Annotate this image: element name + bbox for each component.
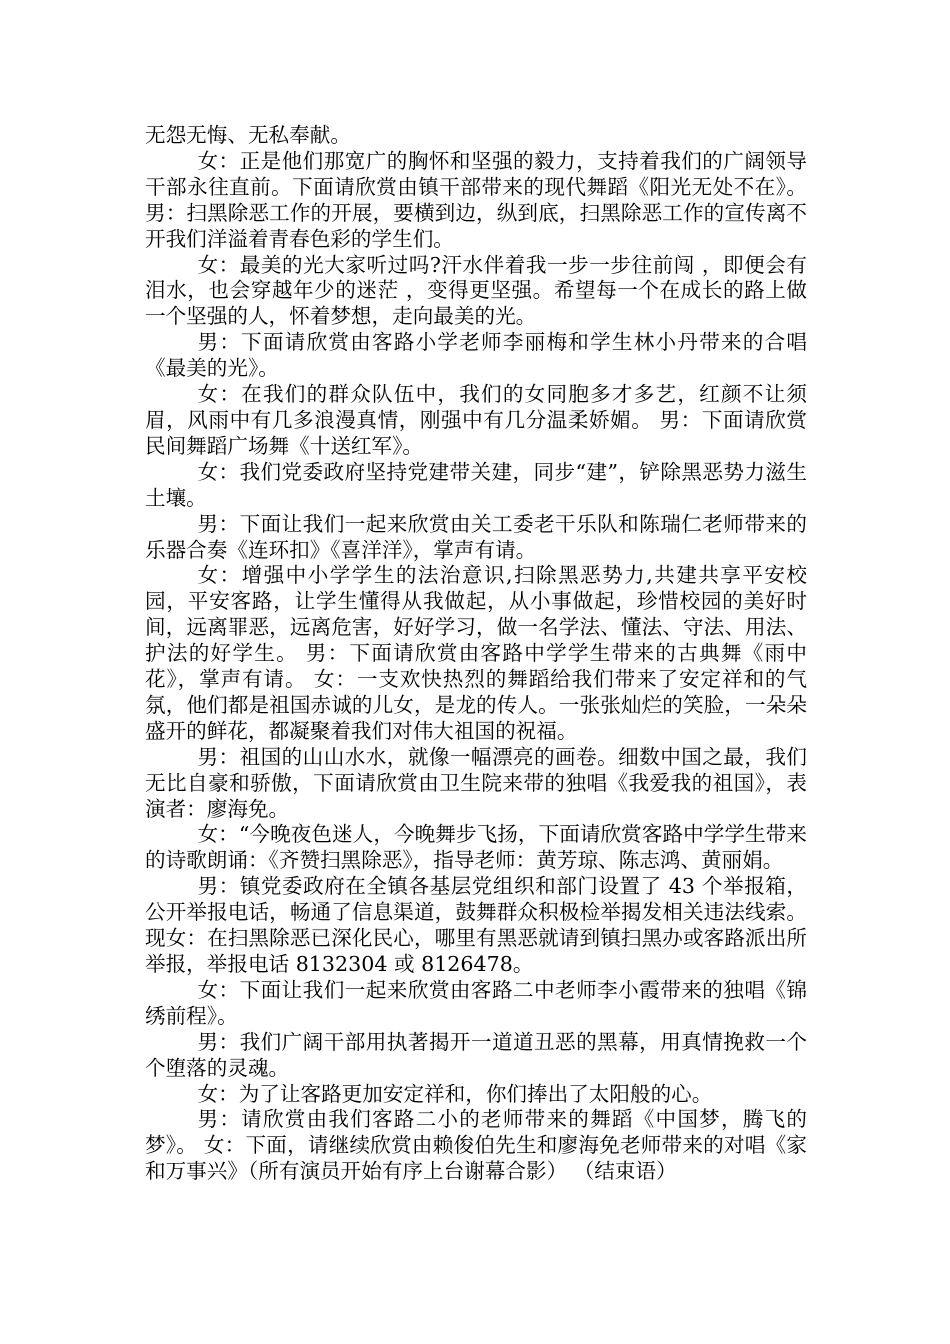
paragraph: 女：正是他们那宽广的胸怀和坚强的毅力，支持着我们的广阔领导干部永往直前。下面请欣赏由镇干部带来的现代舞蹈《阳光无处不在》。 男：扫黑除恶工作的开展，要横到边，纵到底，扫黑除恶工作的宣传离不开我们洋溢着青春色彩的学生们。 (145, 148, 807, 251)
paragraph: 男：请欣赏由我们客路二小的老师带来的舞蹈《中国梦，腾飞的梦》。 女：下面，请继续欣赏由赖俊伯先生和廖海免老师带来的对唱《家和万事兴》（所有演员开始有序上台谢幕合影） （结束语） (145, 1107, 807, 1184)
paragraph: 女：“今晚夜色迷人，今晚舞步飞扬，下面请欣赏客路中学学生带来的诗歌朗诵：《齐赞扫黑除恶》，指导老师：黄芳琼、陈志鸿、黄丽娟。 (145, 822, 807, 873)
paragraph: 女：增强中小学学生的法治意识,扫除黑恶势力,共建共享平安校园，平安客路，让学生懂得从我做起，从小事做起，珍惜校园的美好时间，远离罪恶，远离危害，好好学习，做一名学法、懂法、守法、用法、护法的好学生。 男：下面请欣赏由客路中学学生带来的古典舞《雨中花》，掌声有请。 女：一支欢快热烈的舞蹈给我们带来了安定祥和的气氛，他们都是祖国赤诚的儿女，是龙的传人。一张张灿烂的笑脸，一朵朵盛开的鲜花，都凝聚着我们对伟大祖国的祝福。 (145, 563, 807, 743)
document-body (145, 123, 807, 1185)
paragraph: 男：下面让我们一起来欣赏由关工委老干乐队和陈瑞仁老师带来的乐器合奏《连环扣》《喜洋洋》，掌声有请。 (145, 511, 807, 562)
paragraph: 男：我们广阔干部用执著揭开一道道丑恶的黑幕，用真情挽救一个个堕落的灵魂。 (145, 1029, 807, 1080)
paragraph: 无怨无悔、无私奉献。 (145, 123, 351, 147)
paragraph: 女：下面让我们一起来欣赏由客路二中老师李小霞带来的独唱《锦绣前程》。 (145, 977, 807, 1028)
paragraph: 男：下面请欣赏由客路小学老师李丽梅和学生林小丹带来的合唱《最美的光》。 (145, 330, 807, 381)
paragraph: 女：最美的光大家听过吗?汗水伴着我一步一步往前闯 ，即便会有泪水，也会穿越年少的迷茫 ，变得更坚强。希望每一个在成长的路上做一个坚强的人，怀着梦想，走向最美的光。 (145, 252, 807, 329)
paragraph: 女：在我们的群众队伍中，我们的女同胞多才多艺，红颜不让须眉，风雨中有几多浪漫真情，刚强中有几分温柔娇媚。 男：下面请欣赏民间舞蹈广场舞《十送红军》。 (145, 382, 807, 458)
paragraph: 男：镇党委政府在全镇各基层党组织和部门设置了 43 个举报箱，公开举报电话，畅通了信息渠道，鼓舞群众积极检举揭发相关违法线索。现女：在扫黑除恶已深化民心，哪里有黑恶就请到镇扫黑办或客路派出所举报，举报电话 8132304 或 8126478。 (145, 874, 807, 976)
paragraph: 女：我们党委政府坚持党建带关建，同步“建”，铲除黑恶势力滋生土壤。 (145, 459, 807, 510)
paragraph: 男：祖国的山山水水，就像一幅漂亮的画卷。细数中国之最，我们无比自豪和骄傲，下面请欣赏由卫生院来带的独唱《我爱我的祖国》，表演者：廖海免。 (145, 744, 807, 821)
paragraph: 女：为了让客路更加安定祥和，你们捧出了太阳般的心。 (197, 1081, 713, 1106)
